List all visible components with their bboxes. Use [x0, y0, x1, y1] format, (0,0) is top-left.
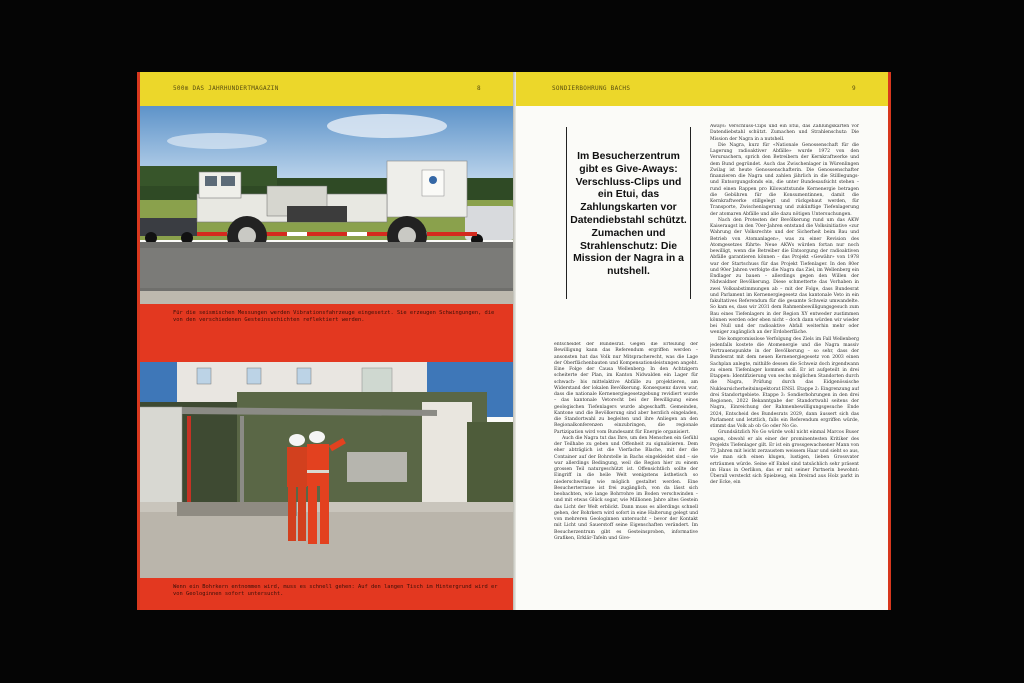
right-page-number: 9	[852, 85, 856, 92]
bottom-photo-caption: Wenn ein Bohrkern entnommen wird, muss es schnell gehen: Auf den langen Tisch im Hintergrund wird er von Geologinnen sofort untersucht.	[173, 584, 498, 598]
left-header-bar	[137, 72, 514, 106]
top-caption-bar	[137, 304, 514, 362]
text-column-left	[554, 342, 698, 604]
right-page-edge-stripe	[888, 72, 891, 610]
right-header-bar	[516, 72, 891, 106]
text-column-right	[710, 124, 859, 606]
right-page	[516, 72, 891, 610]
vibroseis-truck-photo	[137, 106, 514, 304]
left-page	[137, 72, 514, 610]
column-right-paragraph-3: Nach den Protesten der Bevölkerung rund um das AKW Kaiseraugst in den 70er-Jahren entstand die Volksinitiative «zur Wahrung der Volksrechte und der Sicherheit beim Bau und Betrieb von Atomanlagen», was zu einer Revision des Atomgesetzes führte: Neue AKWs würden fortan nur noch bewilligt, wenn die Betreiber die Entsorgung der radioaktiven Abfälle garantieren können – das Projekt «Gewähr» von 1978 war der Startschuss für das Projekt Tiefenlager. In den 80er und 90er Jahren verfolgte die Nagra das Ziel, im Wellenberg ein Endlager zu bauen – allerdings gegen den Willen der Nidwaldner Bevölkerung. Diese schmetterte das Vorhaben in zwei Volksabstimmungen ab – mit der Folge, dass Bundesrat und Parlament im Kernenergiegesetz das kantonale Veto in ein fakultatives Referendum für die gesamte Schweiz umwandelte. So kam es, dass wir 2031 dem Rahmenbewilligungsgesuch zum Bau eines Tiefenlagers in der Region XY entweder zustimmen können werden oder eben nicht – doch dann würden wir wieder bei Null und der radioaktive Abfall weiterhin mehr oder weniger zugänglich an der Erdoberfläche.	[710, 217, 859, 336]
top-photo-caption: Für die seismischen Messungen werden Vibrationsfahrzeuge eingesetzt. Sie erzeugen Schwingungen, die von den verschiedenen Gesteinsschichten reflektiert werden.	[173, 310, 495, 324]
column-left-paragraph-1: entscheidet der Bundesrat. Gegen die Erteilung der Bewilligung kann das Referendum ergriffen werden – ansonsten hat das Volk nur Mitspracherecht, was die Lage der Oberflächenbauten und Kompensationsleistungen angeht. Eine Folge der Causa Wellenberg: In den Achtzigern scheiterte der Plan, im Kanton Nidwalden ein Lager für schwach- bis mittelaktive Abfälle zu projektieren, am Widerstand der lokalen Bevölkerung. Konsequenz davon war, dass die nationale Kernenergiegesetzgebung revidiert wurde – das kantonale Vetorecht bei der Bewilligung eines geologischen Tiefenlagers wurde abgeschafft. Gemeinden, Kantone und die Bevölkerung sind aber herzlich eingeladen, die Standortwahl zu begleiten und ihre Anliegen an den Regionalkonferenzen einzubringen, die regionale Partizipation wird vom Bundesamt für Energie organisiert.	[554, 342, 698, 435]
geologists-photo	[137, 362, 514, 578]
left-page-number: 8	[477, 85, 481, 92]
left-page-edge-stripe	[137, 72, 140, 610]
column-right-paragraph-4: Die kompromisslose Verfolgung des Ziels im Fall Wellenberg jedenfalls kostete die Atomenergie und die Nagra massiv Vertrauenspunkte in der Bevölkerung – so sehr, dass der Bundesrat mit dem neuen Kernenergiegesetz von 2003 einen Sachplan anlegte, mithilfe dessen die Schweiz doch irgendwann zu einem Tiefenlager kommen soll. Er ist aufgeteilt in drei Etappen: Identifizierung von sechs möglichen Standorten durch die Nagra, Prüfung durch das Eidgenössische Nuklearsicherheitsinspektorat ENSI. Etappe 2: Eingrenzung auf drei Standortgebiete. Etappe 3: Sondierbohrungen in den drei Regionen, 2022 Bekanntgabe der Standortwahl seitens der Nagra, Einreichung der Rahmenbewilligungsgesuche Ende 2024, Entscheid des Bundesrats 2029, dann äussert sich das Parlament und letztlich, falls ein Referendum ergriffen würde, stimmt das Volk ab ob Go oder No Go.	[710, 336, 859, 429]
pull-quote: Im Besucherzentrum gibt es Give-Aways: Verschluss-Clips und ein Etui, das Zahlungskarten vor Datendiebstahl schützt. Zumachen und Strahlenschutz: Die Mission der Nagra in a nutshell.	[566, 127, 691, 299]
column-right-paragraph-1: Aways: Verschluss-Clips und ein Etui, das Zahlungskarten vor Datendiebstahl schützt. Zumachen und Strahlenschutz: Die Mission der Nagra in a nutshell.	[710, 124, 859, 142]
column-left-paragraph-2: Auch die Nagra tut das Ihre, um den Menschen ein Gefühl der Teilhabe zu geben und Offenheit zu signalisieren. Dem eher abträglich ist die Vierfache Blache, mit der die Container auf der Bohrstelle in Bachs eingekleidet sind – sie war allerdings Bedingung, weil die Region hier zu einem grossen Teil naturgeschützt ist. Offensichtlich sollte der Eingriff in die heile Welt wenigstens ästhetisch so niederschwellig wie möglich gestaltet werden. Eine Besucherterrasse ist frei zugänglich, von da lässt sich beobachten, wie lange Bohrrohre im Boden verschwinden – und mit etwas Glück sogar, wie Millionen Jahre altes Gestein das Licht der Welt erblickt. Dann muss es allerdings schnell gehen, der Bohrkern wird sofort in eine Halterung gelegt und von mehreren Geologinnen untersucht – bevor der Kontakt mit Licht und Sauerstoff seine Eigenschaften verändert. Im Besucherzentrum gibt es Gesteinsproben, informative Grafiken, Erklär-Tafeln und Give-	[554, 435, 698, 541]
column-right-paragraph-2: Die Nagra, kurz für «Nationale Genossenschaft für die Lagerung radioaktiver Abfälle» wurde 1972 von den Verursachern, sprich den Betreibern der Kernkraftwerke und dem Bund gegründet. Auch das Zwischenlager in Würenlingen Zwilag ist heute Genossenschafterin. Die Genossenschafter finanzieren die Nagra und zahlen jährlich in die Stilllegungs- und Entsorgungsfonds ein, die unter Bundesaufsicht stehen – rund einen Rappen pro Kilowattstunde Kernenergie betragen die Gebühren für die Konsumentinnen, damit die Kernkraftwerke stillgelegt und rückgebaut werden, für Transporte, Zwischenlagerung und zukünftige Tiefenlagerung der atomaren Abfälle und alle dazu nötigen Untersuchungen.	[710, 142, 859, 217]
right-running-head: SONDIERBOHRUNG BACHS	[552, 85, 631, 92]
left-running-head: 500m DAS JAHRHUNDERTMAGAZIN	[173, 85, 279, 92]
bottom-caption-bar	[137, 578, 514, 610]
column-right-paragraph-5: Grundsätzlich No Go würde wohl nicht einmal Marcos Buser sagen, obwohl er als einer der prominentesten Kritiker des Projekts Tiefenlager gilt. Er ist ein grossgewachsener Mann von 73 Jahren mit leicht zerzaustem weissem Haar und sieht so aus, wie man sich einen klugen, lustigen, lieben Grossvater erträumen würde. Seine elf Enkel sind tatsächlich sehr präsent im Haus in Oerlikon, das er mit seiner Partnerin bewohnt: Überall versteckt sich Spielzeug, ein Dreirad aus Holz parkt in der Ecke, ein	[710, 430, 859, 486]
